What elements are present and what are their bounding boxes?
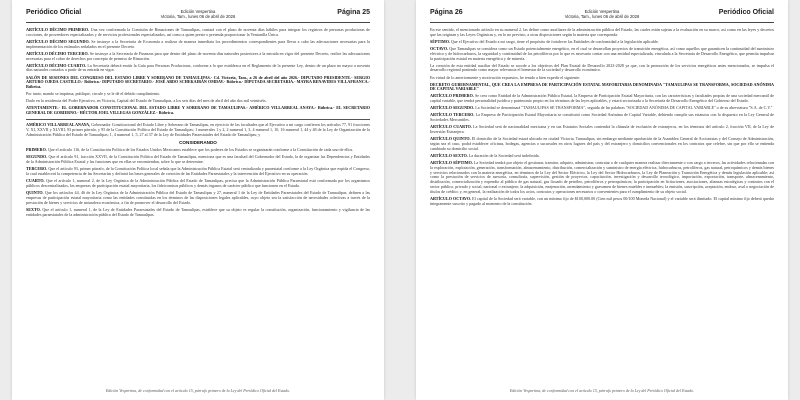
paragraph [430,94,774,104]
paragraph [430,64,774,74]
paragraph-lead: ARTÍCULO DÉCIMO CUARTO. [26,62,87,68]
paragraph [26,92,370,97]
paragraph [26,155,370,165]
paragraph-lead: ARTÍCULO DÉCIMO SEGUNDO. [26,38,90,44]
page-header [430,9,774,23]
paragraph-text: La Secretaría deberá emitir la Guía para Personas Productoras, conforme a lo que establezca en el Reglamento de la presente Ley, dentro de un plazo no mayor a noventa días naturales contados a partir de su entrada en vigor. [26,62,371,73]
paragraph [26,52,370,62]
paragraph [430,76,774,81]
paragraph-text: Se instruye a la Secretaría de Finanzas para que dentro del plazo de noventa días naturales posteriores a la entrada en vigor del presente Decreto, realice las adecuaciones necesarias para el cobro de derechos por concepto de permiso de Rimación. [26,50,371,61]
paragraph-lead: SALÓN DE SESIONES DEL CONGRESO DEL ESTADO LIBRE Y SOBERANO DE TAMAULIPAS.- Cd. Victoria, Tam., a 26 de abril del año 2026.- DIPUTADO PRESIDENTE.- SERGIO ARTURO OJEDA CASTILLO.- Rúbrica.- DIPUTADO SECRETARIO.- JOSÉ ABDO SCHEKAIBÁN OMDAV.- Rúbrica.- DIPUTADA SECRETARIA.- MAYRA BENAVIDES VILLAFRANCA.- Rúbrica. [26,74,370,90]
considerando-title: CONSIDERANDO [179,139,217,145]
paragraph-lead: ARTÍCULO DÉCIMO TERCERO. [26,50,89,56]
paragraph-text: Por tanto, mando se imprima, publique, circule y se le dé el debido cumplimiento. [26,91,161,97]
paragraph [430,40,774,45]
left-top-section [26,28,370,116]
paragraph-text: La Sociedad se denominará "TAMAULIPAS SE TRANSFORMA", seguida de las palabras "SOCIEDAD ANÓNIMA DE CAPITAL VARIABLE" o de su abreviatura "S.A. de C.V." [474,105,773,111]
paragraph-lead: ATENTAMENTE.- EL GOBERNADOR CONSTITUCIONAL DEL ESTADO LIBRE Y SOBERANO DE TAMAULIPAS.- AMÉRICO VILLARREAL ANAYA.- Rúbrica.- EL SECRETARIO GENERAL DE GOBIERNO.- HÉCTOR JOEL VILLEGAS GONZÁLEZ.- Rúbrica. [26,105,370,116]
paragraph-text: La creación de esta entidad auxiliar del Estado se acorde a los objetivos del Plan Estatal de Desarrollo 2023-2028 ya que, con la promoción de los servicios energéticos antes mencionados, se impulsa el desarrollo regional poniendo como mayor relevancia el bienestar de la sociedad y desarrollo económico. [430,62,774,73]
page-footer: Edición Vespertina, de conformidad con el artículo 15, párrafo primero de la Ley del Periódico Oficial del Estado. [105,388,291,393]
paragraph [430,161,774,195]
paragraph [430,28,774,38]
paragraph [26,191,370,206]
paragraph-lead: TERCERO. [26,166,48,172]
paragraph-text: Que el artículo 93, primer párrafo, de la Constitución Política local señala que la Administración Pública Estatal será centralizada y paraestatal conforme a la Ley Orgánica que expida el Congreso, la cual establecerá la competencia de las Secretarías y definirá las bases generales de creación de las Entidades Paraestatales y la intervención del Ejecutivo en su operación. [26,166,370,177]
paragraph-text: La Sociedad tendrá por objeto el gestionar, tramitar, adquirir, administrar, contratar o de cualquier manera realizar directamente o con cargo a terceros, las actividades relacionadas con la exploración, explotación, generación, transformación, almacenamiento, distribución, comercialización y suministro de energía eléctrica, hidrocarburos, petrolíferos, gas natural, petroquímicos y demás bienes y servicios relacionados con la materia energética, en términos de la Ley del Sector Eléctrico, la Ley del Sector Hidrocarburos, la Ley de Planeación y Transición Energética y demás legislación aplicable; así como la prestación de servicios de asesoría, consultoría, supervisión, gestión de proyectos, capacitación, investigación y desarrollo tecnológico, importación, exportación, transporte, almacenamiento, distribución, comercialización y expendio al público de gas natural, gas licuado de petróleo, petrolíferos y petroquímicos; la participación en licitaciones, asociaciones, alianzas estratégicas y contratos con el sector público, privado y social, nacional o extranjero; la adquisición, enajenación, arrendamiento y gravamen de bienes muebles e inmuebles; la emisión, suscripción, aceptación, endoso, aval o negociación de títulos de crédito; y, en general, la realización de todos los actos, contratos y operaciones necesarios o convenientes para el cumplimiento de su objeto social. [430,159,774,194]
paragraph [26,148,370,153]
paragraph-text: Dado en la residencia del Poder Ejecutivo, en Victoria, Capital del Estado de Tamaulipas, a los seis días del mes de abril del año dos mil veintiséis. [26,98,267,104]
paragraph-text: La duración de la Sociedad será indefinida. [467,152,540,158]
paragraph [430,137,774,152]
paragraph [26,76,370,91]
paragraph-lead: SÉPTIMO. [430,38,450,44]
separator [26,119,370,120]
paragraph [430,113,774,123]
decree-title: DECRETO GUBERNAMENTAL, QUE CREA LA EMPRESA DE PARTICIPACIÓN ESTATAL MAYORITARIA DENOMINADA "TAMAULIPAS SE TRANSFORMA, SOCIEDAD ANÓNIMA DE CAPITAL VARIABLE" [430,81,774,92]
paragraph [430,47,774,62]
paragraph [26,179,370,189]
paragraph-text: El capital de la Sociedad será variable, con un mínimo fijo de $100,000.00 (Cien mil pesos 00/100 Moneda Nacional) y el variable será ilimitado. El capital mínimo fijo deberá quedar íntegramente suscrito y pagado al momento de la constitución. [430,195,774,206]
paragraph-text: En ese sentido, el mencionado artículo en su numeral 2, las define como auxiliares de la administración pública del Estado, las cuales están sujetas a la evaluación en su marco, así como en las leyes y decretos que las originan y las Leyes Orgánicas y, en lo no previsto, a otras disposiciones según la materia que corresponda. [430,27,774,37]
paragraph [26,99,370,104]
paragraph-lead: CUARTO. [26,178,45,184]
paragraph-lead: ARTÍCULO SÉPTIMO. [430,159,473,165]
articles-section [430,94,774,206]
header-edition-label: Edición Vespertina [584,9,620,14]
paragraph-lead: OCTAVO. [430,45,449,51]
header-edition [161,9,236,19]
paragraph-lead: ARTÍCULO OCTAVO. [430,195,472,201]
paragraph-text: Que el Ejecutivo del Estado a mi cargo, tiene el propósito de fortalecer las Entidades de conformidad a la legislación aplicable. [449,38,659,44]
paragraph-lead: ARTÍCULO QUINTO. [430,136,471,142]
considerando-section [26,148,370,217]
left-bottom-section [26,123,370,138]
right-top-section [430,28,774,80]
left-body [26,28,370,217]
paragraph-text: La Sociedad será de nacionalidad mexicana y en sus Estatutos Sociales contendrá la cláusula de exclusión de extranjeros, en los términos del artículo 2, fracción VII, de la Ley de Inversión Extranjera. [430,124,774,135]
paragraph-lead: SEGUNDO. [26,154,48,160]
paragraph [26,208,370,218]
paragraph-text: En virtud de lo anteriormente y motivación expuestos, he tenido a bien expedir el siguiente: [430,74,581,80]
header-publication-name: Periódico Oficial [718,9,774,16]
header-date: Victoria, Tam., lunes 06 de abril de 2026 [564,14,640,19]
paragraph [430,125,774,135]
paragraph-text: Una vez conformada la Comisión de Rimaciones de Tamaulipas, contará con el plazo de noventa días hábiles para integrar los registros de personas productoras de cocciones, de proveedores especializados y de servicios profesionales especializados, así como a quien preste o pretenda proporcionar la Ventanilla Única. [26,27,370,37]
header-edition-label: Edición Vespertina [180,9,216,14]
paragraph [26,28,370,38]
paragraph [26,64,370,74]
page-footer: Edición Vespertina, de conformidad con el artículo 15, párrafo primero de la Ley del Periódico Oficial del Estado. [509,388,695,393]
header-page-number: Página 25 [337,9,370,16]
paragraph [430,154,774,159]
paragraph [26,106,370,116]
paragraph-lead: PRIMERO. [26,147,47,153]
paragraph-text: Que el artículo 1, numeral 2, de la Ley Orgánica de la Administración Pública del Estado de Tamaulipas, precisa que la Administración Pública Paraestatal está conformada por los organismos públicos descentralizados, las empresas de participación estatal mayoritaria, los fideicomisos públicos y demás órganos de carácter público que funcionen en el Estado. [26,178,370,188]
paragraph [26,123,370,138]
paragraph-text: Que los artículos 44, 46 de la Ley Orgánica de la Administración Pública del Estado de Tamaulipas y 27, numeral 1 de la Ley de Entidades Paraestatales del Estado de Tamaulipas, definen a las empresas de participación estatal mayoritaria como las entidades constituidas en los términos de las disposiciones legales aplicables, cuyo objeto sea la satisfacción de necesidades colectivas a través de la prestación de bienes y servicios de naturaleza económica, a fin de promover el desarrollo del Estado. [26,190,370,205]
right-body [430,28,774,207]
paragraph-text: Se crea como Entidad de la Administración Pública Estatal, la Empresa de Participación Estatal Mayoritaria, con las características y facultades propias de una sociedad mercantil de capital variable, que tendrá personalidad jurídica y patrimonio propio en los términos de las leyes aplicables, y estará sectorizada a la Secretaría de Desarrollo Energético del Gobierno del Estado. [430,93,774,104]
page-header [26,9,370,23]
paragraph-lead: ARTÍCULO SEGUNDO. [430,105,475,111]
right-page [416,0,788,400]
paragraph-lead: ARTÍCULO SEXTO. [430,152,468,158]
paragraph-lead: ARTÍCULO PRIMERO. [430,93,474,99]
paragraph-text: Se instruye a la Secretaría de Economía a realizar de manera inmediata los procedimientos correspondientes para llevar a cabo las adecuaciones necesarias para la implementación de los estímulos señalados en el presente Decreto. [26,38,370,49]
paragraph-text: Que Tamaulipas se considera como un Estado potencialmente energético, en el cual se desarrollan proyectos de transición energética, así como aquellos que garanticen la continuidad del suministro eléctrico y de hidrocarburos, la seguridad y continuidad de los petrolíferos por lo que es necesario contar con una entidad especializada, vinculada a la Secretaría de Desarrollo Energético, que permita impulsar la participación estatal en materia energética y de minería. [430,45,774,61]
paragraph-lead: ARTÍCULO TERCERO. [430,112,475,118]
left-page [12,0,384,400]
header-date: Victoria, Tam., lunes 06 de abril de 2026 [160,14,236,19]
paragraph-lead: ARTÍCULO DÉCIMO PRIMERO. [26,27,90,32]
header-page-number: Página 26 [430,9,463,16]
paragraph-lead: ARTÍCULO CUARTO. [430,124,472,130]
paragraph [26,167,370,177]
paragraph-text: Gobernador Constitucional del Estado Libre y Soberano de Tamaulipas, en ejercicio de las facultades que al Ejecutivo a mi cargo confieren los artículos 77, 91 fracciones V, XI, XXVII y XLVIII, 93 primer párrafo, y 95 de la Constitución Política del Estado de Tamaulipas; 1 numerales 1 y 2, 2 numeral 1, 3, 4 numeral 1, 10, 16 numeral 1, 44 y 48 de la Ley de Organización de la Administración Pública del Estado de Tamaulipas; 1, 4 numeral 1, 5, 27 al 37 de la Ley de Entidades Paraestatales del Estado de Tamaulipas; y [26,121,370,137]
header-publication-name: Periódico Oficial [26,9,82,16]
paragraph-lead: AMÉRICO VILLARREAL ANAYA, [26,121,91,127]
paragraph-text: El domicilio de la Sociedad estará ubicado en ciudad Victoria, Tamaulipas, sin embargo mediante aprobación de la Asamblea General de Accionistas y del Consejo de Administración, según sea el caso, podrá establecer oficinas, bodegas, agencias o sucursales en otros lugares del país y del extranjero y domicilios convencionales en los contratos que celebre, sin que por ello se entienda cambiado su domicilio social. [430,136,775,151]
paragraph-text: Que el artículo 1, numeral 1, de la Ley de Entidades Paraestatales del Estado de Tamaulipas, establece que su objeto es regular la constitución, organización, funcionamiento y vigilancia de las entidades paraestatales de la administración pública del Estado de Tamaulipas. [26,206,370,217]
paragraph-text: La Empresa de Participación Estatal Mayoritaria se constituirá como Sociedad Anónima de Capital Variable, debiendo cumplir sus estatutos con lo dispuesto en la Ley General de Sociedades Mercantiles. [430,112,774,123]
paragraph [430,197,774,207]
paragraph-text: Que el artículo 116, de la Constitución Política de los Estados Unidos Mexicanos establece que los poderes de los Estados se organizarán conforme a la Constitución de cada uno de ellos. [46,147,354,153]
paragraph-lead: SEXTO. [26,206,41,212]
paragraph-lead: QUINTO. [26,190,44,195]
paragraph [430,106,774,111]
paragraph-text: Que el artículo 91, fracción XXVII, de la Constitución Política del Estado de Tamaulipas, menciona que es una facultad del Gobernador del Estado, la de organizar las Dependencias y Entidades de la Administración Pública Estatal y las funciones que en ellas se encomiendan, sobre lo que se determine. [26,154,370,165]
paragraph [26,40,370,50]
header-edition [565,9,640,19]
